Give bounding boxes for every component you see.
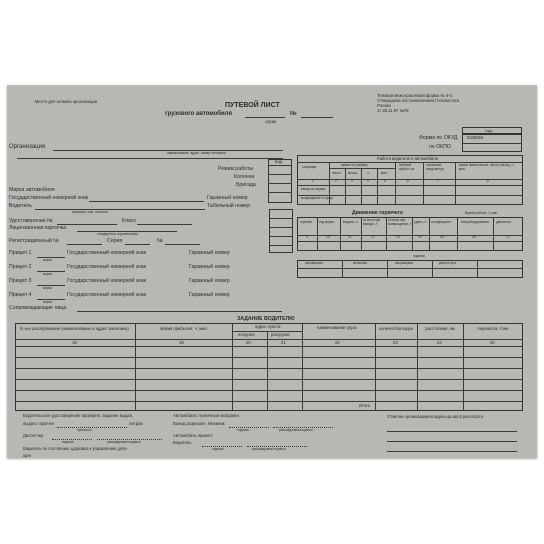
license-label: Удостоверение № (9, 218, 53, 224)
brigade-label: Бригада (236, 182, 256, 188)
mark-hint-3: марка (43, 286, 52, 290)
driver-decoding-hint: расшифровка подписи (252, 447, 286, 451)
dw-min-head: мин. (381, 171, 388, 175)
trailer-1-plate: Государственный номерной знак (67, 250, 147, 256)
dispatcher-label: Диспетчер (23, 433, 44, 438)
fuel-work-time: Время работы, ч, мин. (465, 211, 499, 215)
dw-num-8: 8 (487, 179, 489, 183)
give-fuel-label: выдать горючее (23, 421, 55, 426)
dw-num-2: 2 (335, 179, 337, 183)
class-label: Класс (122, 218, 137, 224)
task-num-20: 20 (246, 340, 251, 345)
form-title: ПУТЕВОЙ ЛИСТ (225, 102, 280, 109)
number-sign-2: № (157, 238, 163, 244)
fuel-num-10: 10 (326, 235, 330, 239)
dw-zero-head: нулевой пробег, км (399, 163, 414, 171)
admitted-label: щен (23, 453, 32, 458)
sign-refueller: заправщика (305, 261, 323, 265)
card-hint: стандартная, ограниченная (97, 232, 138, 236)
in-words-hint: прописью (77, 428, 92, 432)
codes-label: Коды (485, 128, 493, 133)
fuel-num-17: 17 (506, 235, 510, 239)
fuel-coef-head: коэффициент (431, 220, 452, 224)
dw-num-6: 6 (407, 179, 409, 183)
task-distance-head: расстояние, км (425, 326, 455, 331)
waybill-form (7, 85, 537, 458)
task-num-21: 21 (281, 340, 286, 345)
serial-label: Серия (107, 238, 123, 244)
dw-num-4: 4 (367, 179, 369, 183)
dw-operation-head: операция (302, 165, 317, 169)
fuel-num-12: 12 (371, 235, 375, 239)
fuel-num-15: 15 (440, 235, 444, 239)
fuel-num-11: 11 (348, 235, 352, 239)
task-table (15, 323, 523, 411)
dw-num-1: 1 (312, 179, 314, 183)
health-line: Водитель по состоянию здоровья к управлению допу- (23, 446, 128, 451)
task-num-23: 23 (393, 340, 398, 345)
driver-sign-hint: подпись (212, 447, 225, 451)
reg-number-label: Регистрационный № (9, 238, 59, 244)
fuel-special-head: спецоборудования (461, 220, 489, 224)
fuel-rest2-head: остаток при возвращении, л (388, 218, 412, 226)
garage-number-label: Гаражный номер (207, 195, 248, 201)
fuel-code-head: код марки (319, 220, 334, 224)
task-trips-head: количество ездок (379, 326, 413, 331)
dw-hours-head: ч. (367, 171, 370, 175)
car-accepted-label: Автомобиль принял: (173, 433, 213, 438)
series-label: серия (265, 119, 277, 124)
form-subtitle: грузового автомобиля (165, 111, 232, 117)
trailer-1-label: Прицеп 1 (9, 250, 32, 256)
sign-mechanic: механика (353, 261, 368, 265)
fuel-title: Движение горючего (352, 210, 404, 216)
okud-code: 0345004 (467, 135, 484, 140)
trailer-4-garage: Гаражный номер (189, 292, 230, 298)
fuel-rest-head: остаток при выезде, л (363, 218, 381, 226)
car-ok-label: Автомобиль технически исправен. (173, 413, 240, 418)
check-line: Водительское удостоверение проверил, задание выдал, (23, 413, 134, 418)
fuel-num-16: 16 (472, 235, 476, 239)
trailer-4-plate: Государственный номерной знак (67, 292, 147, 298)
sign-refueller-2: заправщика (395, 261, 413, 265)
dw-exit-row: выезд из гаража (301, 187, 326, 191)
trailer-2-label: Прицеп 2 (9, 264, 32, 270)
dispatcher-sign-hint: подпись (62, 440, 75, 444)
form-type-1: Типовая межотраслевая форма № 4-С (377, 93, 453, 98)
dw-month-head: месяц (348, 171, 358, 175)
task-num-18: 18 (72, 340, 77, 345)
trailer-3-garage: Гаражный номер (189, 278, 230, 284)
trailer-4-label: Прицеп 4 (9, 292, 32, 298)
fio-hint: фамилия, имя, отчество (72, 210, 109, 214)
trailer-1-garage: Гаражный номер (189, 250, 230, 256)
task-unload-head: разгрузки (271, 332, 290, 337)
okud-label: Форма по ОКУД (419, 135, 458, 141)
departure-label: Выезд разрешен. Механик (173, 421, 225, 426)
org-marks-label: Отметки организации-владельца автотранспорта (387, 414, 483, 419)
dw-num-3: 3 (351, 179, 353, 183)
dw-num-5: 5 (384, 179, 386, 183)
task-num-25: 25 (490, 340, 495, 345)
car-brand-label: Марка автомобиля (9, 187, 55, 193)
state-number-label: Государственный номерной знак (9, 195, 89, 201)
form-type-3: России (377, 103, 391, 108)
org-hint: наименование, адрес, номер телефона (167, 151, 226, 155)
fuel-brand-head: горючее (300, 220, 313, 224)
fuel-num-14: 14 (418, 235, 422, 239)
card-label: Лицензионная карточка (9, 225, 67, 231)
fuel-issued-head: выдано, л (343, 220, 358, 224)
task-address-head: адрес пункта (255, 324, 281, 329)
task-num-22: 22 (335, 340, 340, 345)
organization-label: Организация (9, 144, 46, 150)
stamp-place-label: Место для штампа организации (34, 99, 98, 104)
driver-sign-label: Водитель (173, 440, 192, 445)
task-title: ЗАДАНИЕ ВОДИТЕЛЮ (237, 316, 295, 322)
driver-label: Водитель (9, 203, 32, 209)
code-label: Код (275, 159, 283, 164)
task-num-24: 24 (437, 340, 442, 345)
form-type-4: от 28.11.97 №78 (377, 108, 409, 113)
task-total-label: Итого (359, 403, 370, 408)
trailer-3-plate: Государственный номерной знак (67, 278, 147, 284)
sign-dispatcher: диспетчера (439, 261, 457, 265)
fuel-num-9: 9 (306, 235, 308, 239)
fuel-surrender-head: сдано, л (414, 220, 427, 224)
mark-hint-2: марка (43, 272, 52, 276)
liters-label: литров (129, 421, 143, 426)
mark-hint-1: марка (43, 258, 52, 262)
dw-speedo-head: показание спидометра (426, 163, 444, 171)
dw-fact-head: время фактическое, число, месяц, ч., мин. (459, 163, 515, 171)
dw-day-head: число (332, 171, 341, 175)
task-cargo-head: наименование груза (317, 325, 357, 330)
trailer-2-garage: Гаражный номер (189, 264, 230, 270)
task-transport-head: перевезти, тонн (477, 326, 509, 331)
mark-hint-4: марка (43, 300, 52, 304)
trailer-2-plate: Государственный номерной знак (67, 264, 147, 270)
dw-time-head: время по графику (341, 163, 368, 167)
dispatcher-decoding-hint: расшифровка подписи (107, 440, 141, 444)
okpo-label: по ОКПО (429, 144, 451, 150)
mech-sign-hint: подпись (237, 428, 250, 432)
fuel-num-13: 13 (396, 235, 400, 239)
dw-return-row: возвращение в гараж (301, 196, 333, 200)
column-label: Колонна (234, 174, 255, 180)
form-type-2: Утверждена постановлением Госкомстата (377, 98, 460, 103)
task-load-head: погрузки (238, 332, 255, 337)
escort-label: Сопровождающие лица (9, 305, 67, 311)
work-mode-label: Режим работы (218, 166, 254, 172)
personnel-number-label: Табельный номер (207, 203, 251, 209)
number-sign: № (290, 111, 297, 117)
mech-decoding-hint: расшифровка подписи (279, 428, 313, 432)
dw-num-7: 7 (437, 179, 439, 183)
driver-work-title: Работа водителя и автомобиля (377, 156, 438, 161)
trailer-3-label: Прицеп 3 (9, 278, 32, 284)
fuel-engine-head: двигателя (496, 220, 511, 224)
fuel-sign-head: подпись (413, 254, 426, 258)
task-customer-head: В чье распоряжение (наименование и адрес заказчика) (20, 326, 129, 331)
task-arrival-head: время прибытия, ч, мин. (160, 326, 208, 331)
task-num-19: 19 (179, 340, 184, 345)
